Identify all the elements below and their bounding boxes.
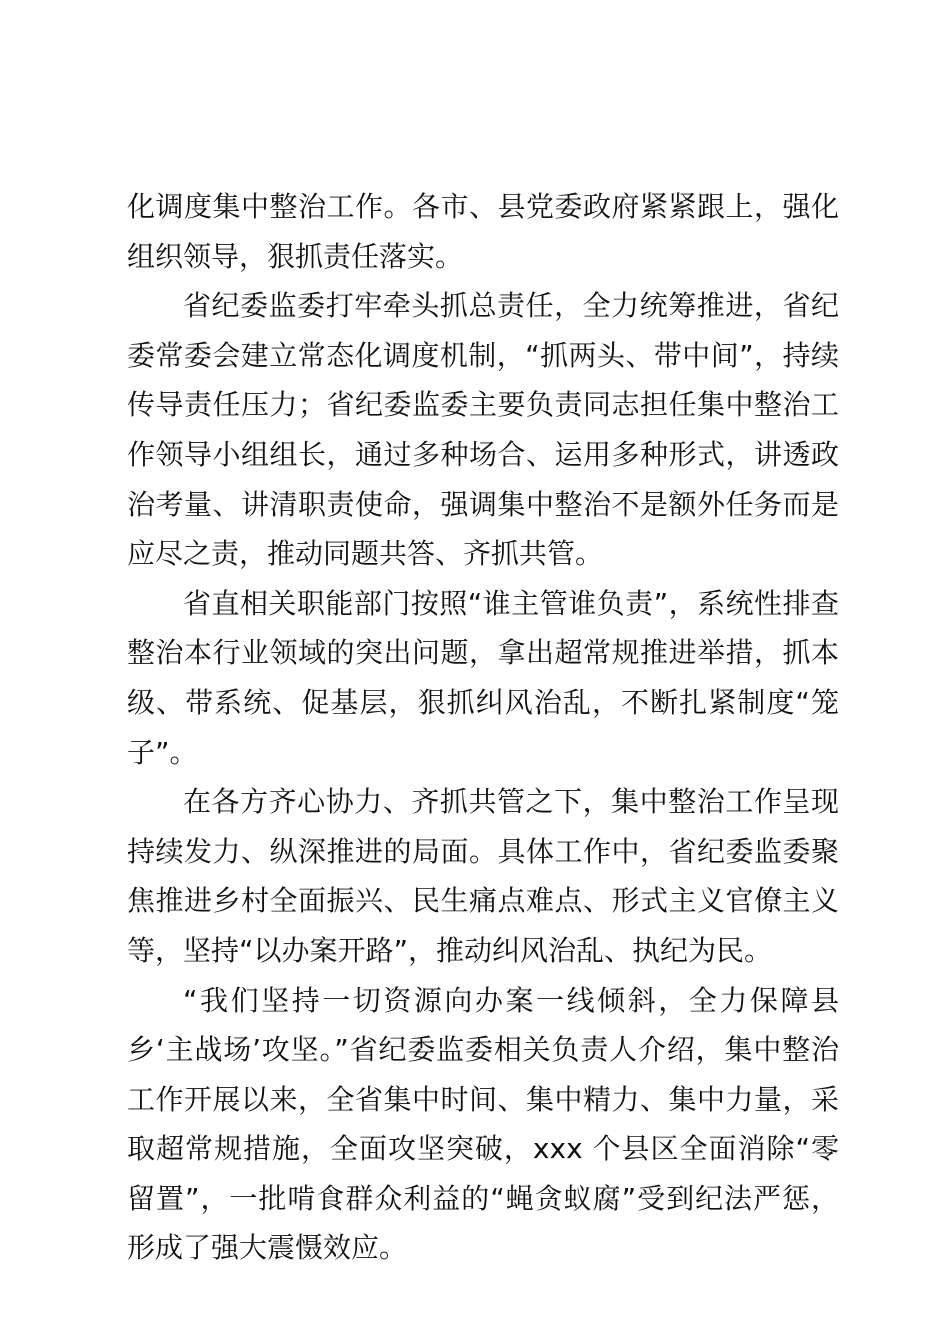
paragraph-continued: 化调度集中整治工作。各市、县党委政府紧紧跟上，强化组织领导，狠抓责任落实。 <box>127 190 839 273</box>
paragraph-provincial-commission: 省纪委监委打牢牵头抓总责任，全力统筹推进，省纪委常委会建立常态化调度机制，“抓两头、带中间”，持续传导责任压力；省纪委监委主要负责同志担任集中整治工作领导小组组长，通过多种场合、运用多种形式，讲透政治考量、讲清职责使命，强调集中整治不是额外任务而是应尽之责，推动同题共答、齐抓共管。 <box>127 289 839 571</box>
document-body <box>127 182 839 1273</box>
paragraph-official-quote: “我们坚持一切资源向办案一线倾斜，全力保障县乡‘主战场’攻坚。”省纪委监委相关负责人介绍，集中整治工作开展以来，全省集中时间、集中精力、集中力量，采取超常规措施，全面攻坚突破，xxx 个县区全面消除“零留置”，一批啃食群众利益的“蝇贪蚁腐”受到纪法严惩，形成了强大震慑效应。 <box>127 983 839 1265</box>
paragraph-functional-departments: 省直相关职能部门按照“谁主管谁负责”，系统性排查整治本行业领域的突出问题，拿出超常规推进举措，抓本级、带系统、促基层，狠抓纠风治乱，不断扎紧制度“笼子”。 <box>127 586 839 769</box>
paragraph-rectification-progress: 在各方齐心协力、齐抓共管之下，集中整治工作呈现持续发力、纵深推进的局面。具体工作中，省纪委监委聚焦推进乡村全面振兴、民生痛点难点、形式主义官僚主义等，坚持“以办案开路”，推动纠风治乱、执纪为民。 <box>127 785 839 967</box>
